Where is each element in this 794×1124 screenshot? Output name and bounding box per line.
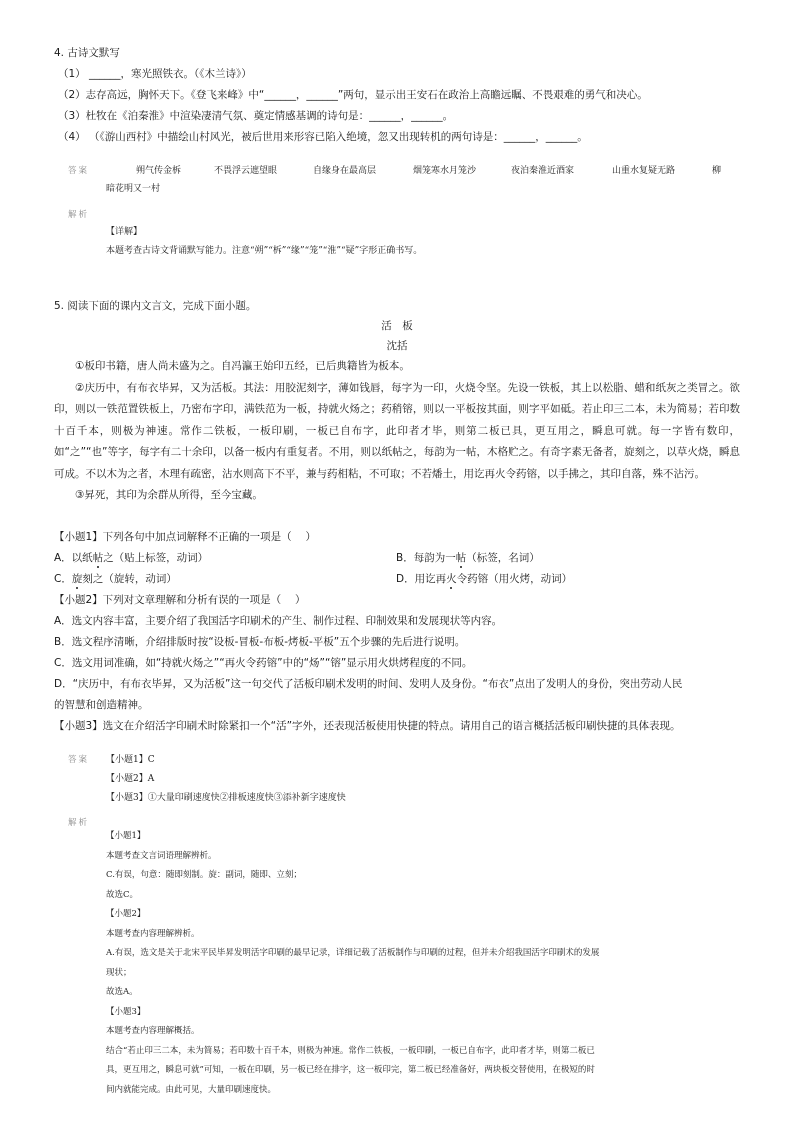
analysis-line: 本题考查内容理解辨析。 bbox=[106, 928, 200, 939]
passage-para-2: ②庆历中，有布衣毕昇，又为活板。其法：用胶泥刻字，薄如钱唇，每字为一印，火烧令坚。先设一铁板，其上以松脂、蜡和纸灰之类冒之。欲印，则以一铁范置铁板上，乃密布字印，满铁范为一板，持就火炀之；药稍镕，则以一平板按其面，则字平如砥。若止印三二本，未为简易；若印数十百千本，则极为神速。常作二铁板，一板印刷，一板已自布字，此印者才毕，则第二板已具，更互用之，瞬息可就。每一字皆有数印，如“之”“也”等字，每字有二十余印，以备一板内有重复者。不用，则以纸帖之，每韵为一帖，木格贮之。有奇字素无备者，旋刻之，以草火烧，瞬息可成。不以木为之者，木理有疏密，沾水则高下不平，兼与药相粘，不可取；不若燔土，用讫再火令药镕，以手拂之，其印自落，殊不沾污。 bbox=[54, 381, 740, 480]
q5-answer-tag: 答案 bbox=[68, 755, 90, 765]
sub1-option-d[interactable]: D．用讫再火令药镕（用火烤，动词） bbox=[396, 573, 573, 585]
analysis-line: 【小题2】 bbox=[106, 909, 146, 919]
analysis-line: 间内就能完成。由此可见，大量印刷速度快。 bbox=[106, 1084, 277, 1095]
sub2-option-c[interactable]: C．选文用词准确，如“持就火炀之”“再火令药镕”中的“炀”“镕”显示用火烘烤程度的不同。 bbox=[54, 657, 473, 669]
analysis-line: C.有误，句意：随即刻制。旋：副词，随即、立刻； bbox=[106, 870, 302, 880]
q5-analysis-tag: 解析 bbox=[68, 818, 90, 828]
q4-answer-7a: 柳 bbox=[712, 166, 722, 176]
q4-answer-1: 朔气传金柝 bbox=[136, 166, 182, 176]
option-c-letter: C． bbox=[54, 573, 72, 585]
analysis-line: 【小题1】 bbox=[106, 831, 146, 841]
analysis-line: 【小题3】 bbox=[106, 1006, 146, 1017]
passage-para-3: ③昇死，其印为余群从所得，至今宝藏。 bbox=[75, 489, 263, 501]
analysis-line: 本题考查内容理解概括。 bbox=[106, 1026, 200, 1036]
analysis-line: 具，更互用之，瞬息可就”可知，一板在印刷，另一板已经在排字，这一板印完，第二板已经准备好，两块板交替使用，在极短的时 bbox=[106, 1065, 595, 1075]
sub2-option-d-cont: 的智慧和创造精神。 bbox=[54, 699, 149, 711]
q4-item-4: （4） （《游山西村》中描绘山村风光，被后世用来形容已陷入绝境，忽又出现转机的两句诗是：______，______。 bbox=[58, 131, 588, 143]
sub2-option-b[interactable]: B．选文程序清晰，介绍排版时按“设板-冒板-布板-烤板-平板”五个步骤的先后进行说明。 bbox=[54, 636, 466, 648]
q4-answer-3: 自缘身在最高层 bbox=[313, 166, 377, 176]
q4-answer-tag: 答案 bbox=[68, 166, 90, 176]
q5-title: 5. 阅读下面的课内文言文，完成下面小题。 bbox=[54, 300, 257, 312]
emphasis-dot: 帖 bbox=[455, 552, 467, 564]
analysis-line: 本题考查文言词语理解辨析。 bbox=[106, 850, 217, 861]
q5-answer-2: 【小题2】A bbox=[106, 774, 155, 784]
q4-title: 4. 古诗文默写 bbox=[54, 47, 120, 59]
q4-analysis-heading: 【详解】 bbox=[106, 227, 143, 237]
analysis-line: 结合“若止印三二本，未为简易；若印数十百千本，则极为神速。常作二铁板，一板印刷，一板已自布字，此印者才毕，则第二板已 bbox=[106, 1045, 595, 1056]
sub2-option-a[interactable]: A．选文内容丰富，主要介绍了我国活字印刷术的产生、制作过程、印制效果和发展现状等内容。 bbox=[54, 615, 503, 627]
emphasis-dot: 旋 bbox=[71, 573, 83, 585]
q4-item-3: （3）杜牧在《泊秦淮》中渲染凄清气氛、奠定情感基调的诗句是：______，______。 bbox=[58, 110, 454, 122]
emphasis-dot: 火 bbox=[446, 573, 457, 585]
analysis-line: 现状； bbox=[106, 967, 132, 978]
q4-item-2: （2）志存高远，胸怀天下。《登飞来峰》中“______，______”两句，显示出王安石在政治上高瞻远瞩、不畏艰难的勇气和决心。 bbox=[58, 89, 648, 101]
sub1-option-a[interactable]: A．以纸帖之（贴上标签，动词） bbox=[54, 552, 209, 564]
analysis-line: 故选C。 bbox=[106, 889, 139, 900]
analysis-line: A.有误，选文是关于北宋平民毕昇发明活字印刷的最早记录，详细记载了活板制作与印刷的过程，但并未介绍我国活字印刷术的发展 bbox=[106, 948, 600, 958]
q5-answer-1: 【小题1】C bbox=[106, 755, 155, 765]
sub3-stem: 【小题3】选文在介绍活字印刷术时除紧扣一个“活”字外，还表现活板使用快捷的特点。请用自己的语言概括活板印刷快捷的具体表现。 bbox=[54, 720, 681, 732]
passage-author: 沈括 bbox=[386, 340, 408, 352]
q4-analysis-text: 本题考查古诗文背诵默写能力。注意“朔”“柝”“缘”“笼”“淮”“疑”字形正确书写。 bbox=[106, 246, 423, 256]
q5-analysis bbox=[106, 827, 716, 1100]
sub1-option-b[interactable]: B．每韵为一帖（标签，名词） bbox=[396, 552, 540, 564]
sub2-option-d[interactable]: D．“庆历中，有布衣毕昇，又为活板”这一句交代了活板印刷术发明的时间、发明人及身份。“布衣”点出了发明人的身份，突出劳动人民 bbox=[54, 678, 683, 690]
q4-answer-4: 烟笼寒水月笼沙 bbox=[413, 166, 477, 176]
analysis-line: 故选A。 bbox=[106, 987, 138, 997]
q5-answer-3: 【小题3】①大量印刷速度快②排板速度快③添补新字速度快 bbox=[106, 793, 346, 803]
sub1-option-c[interactable]: C．旋刻之（旋转，动词） bbox=[54, 573, 177, 585]
q4-analysis-tag: 解析 bbox=[68, 210, 90, 220]
q4-answer-2: 不畏浮云遮望眼 bbox=[214, 166, 278, 176]
passage-para-1: ①板印书籍，唐人尚未盛为之。自冯瀛王始印五经，已后典籍皆为板本。 bbox=[75, 360, 410, 372]
q4-item-1: （1） ______，寒光照铁衣。（《木兰诗》） bbox=[58, 68, 252, 80]
emphasis-dot: 帖 bbox=[92, 552, 104, 564]
q4-answer-7b: 暗花明又一村 bbox=[106, 184, 161, 194]
q4-answer-6: 山重水复疑无路 bbox=[612, 166, 676, 176]
sub2-stem: 【小题2】下列对文章理解和分析有误的一项是（ ） bbox=[54, 594, 306, 606]
sub1-stem: 【小题1】下列各句中加点词解释不正确的一项是（ ） bbox=[54, 531, 317, 543]
passage-body bbox=[54, 356, 740, 507]
q4-answer-5: 夜泊秦淮近酒家 bbox=[511, 166, 575, 176]
passage-title: 活 板 bbox=[381, 320, 413, 332]
